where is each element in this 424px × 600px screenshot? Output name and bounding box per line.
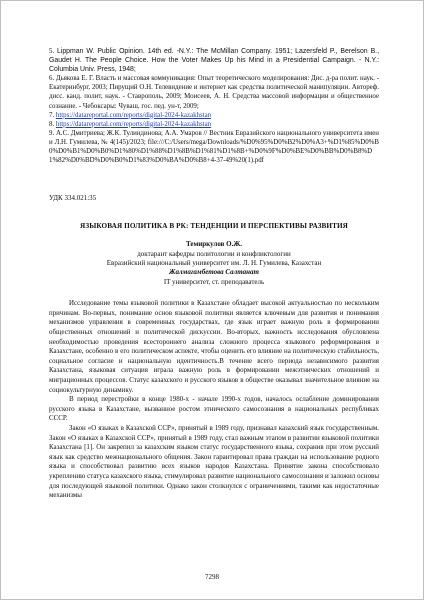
author-affiliation: IT университет, ст. преподаватель — [163, 277, 265, 286]
author-affiliation: Евразийский национальный университет им. Л. Н. Гумилева, Казахстан — [106, 259, 322, 268]
reference-number: 7. — [49, 111, 55, 119]
reference-link[interactable]: https://datareportal.com/reports/digital-2024-kazakhstan — [55, 111, 212, 119]
reference-text: Дьякова Е. Г. Власть и массовая коммуникация: Опыт теоретического моделирования: Дис. д-ра полит. наук. - Екатеринбург, 2003; Пирущий О.Н. Телевидение и интернет как средства политической манипуляции. Автореф. дисс. канд. полит, наук. - Ставрополь, 2009; Моисеев, А. Н. Средства массовой информации и общественное сознание. - Чебоксары: Чуваш, гос. пед. ун-т, 2009; — [49, 75, 379, 110]
article-body — [49, 299, 379, 500]
author-name: Темиркулов О.Ж. — [185, 240, 243, 249]
reference-text: Lippman W. Public Opinion. 14th ed. -N.Y.: The McMillan Company. 1951; Lazersfeld P., Berelson B., Gaudet H. The People Choice. How the Voter Makes Up his Mind in a Presidential Campaign. - N.Y.: Columbia Univ. Press, 1948; — [49, 48, 379, 74]
reference-item — [49, 129, 379, 165]
reference-item — [49, 111, 379, 120]
reference-link[interactable]: https://datareportal.com/reports/digital-2024-kazakhstan — [55, 120, 212, 128]
reference-number: 5. — [49, 48, 55, 55]
page-number: 7298 — [205, 573, 219, 581]
reference-text: А.С. Дмитриева; Ж.К. Тулиндинова; А.А. Умаров // Вестник Евразийского национального университета имени Л.Н. Гумилева, № 4(145)/2023; file:///C:/Users/mega/Downloads/%D0%95%D0%B2%D0%A3+%D1%85%D0%B0%D0%B1%D0%B0%D1%80%D1%88%D1%8B%D1%81%D1%8B+%D0%9F%D0%BE%D0%BB%D0%B8%D1%82%D0%BD%D0%B0%D1%83%D0%BA%D0%B8+4-37-49%20(1).pdf — [49, 129, 379, 165]
reference-list — [49, 47, 379, 165]
body-paragraph: В период перестройки в конце 1980-х - начале 1990-х годов, началось ослабление доминирования русского языка в Казахстане, вызванное ростом этнического самосознания в национальных республиках СССР. — [49, 395, 379, 423]
body-paragraph: Закон «О языках в Казахской ССР», принятый в 1989 году, признавал казахский язык государственным. Закон «О языках в Казахской ССР», принятый в 1989 году, стал важным этапом в развитии языковой политики Казахстана [1]. Он закрепил за казахским языком статус государственного языка, сохранив при этом русский язык как средство межнационального общения. Закон гарантировал права граждан на использование родного языка и способствовал развитию всех языков народов Казахстана. Принятие закона способствовало укреплению статуса казахского языка, стимулировал развитие национального самосознания и заложил основы для последующей языковой политики. Однако закон столкнулся с ограничениями, такими как недостаточные механизмы — [49, 423, 379, 500]
reference-item — [49, 74, 379, 110]
page-content — [49, 47, 379, 501]
udk-code: УДК 334.021:35 — [49, 194, 97, 203]
reference-number: 9. — [49, 129, 55, 137]
reference-number: 6. — [49, 75, 55, 83]
reference-item — [49, 120, 379, 129]
article-title: ЯЗЫКОВАЯ ПОЛИТИКА В РК: ТЕНДЕНЦИИ И ПЕРСПЕКТИВЫ РАЗВИТИЯ — [80, 222, 348, 231]
body-paragraph: Исследование темы языковой политики в Казахстане обладает высокой актуальностью по нескольким причинам. Во-первых, понимание основ языковой политики является ключевым для развития и понимания механизмов управления в современных государствах, где язык играет важную роль в формировании общественных отношений и политической дискуссии. Во-вторых, важность исследования обусловлена необходимостью проведения всестороннего анализа сложного процесса языкового реформирования в Казахстане, особенно в его политическом аспекте, чтобы оценить его влияние на политическую стабильность, социальное согласие и национальную идентичность.В течение всего периода независимого развития Казахстана, языковая ситуация играла важную роль в формировании межэтнических отношений и миграционных процессов. Статус казахского и русского языков в обществе оказывал значительное влияние на социокультурную динамику. — [49, 299, 379, 394]
reference-item — [49, 47, 379, 74]
author-name: Жалмагамбетова Салтанат — [169, 268, 259, 277]
reference-number: 8. — [49, 120, 55, 128]
author-position: доктарант кафедры политологии и конфликтологии — [137, 249, 291, 258]
